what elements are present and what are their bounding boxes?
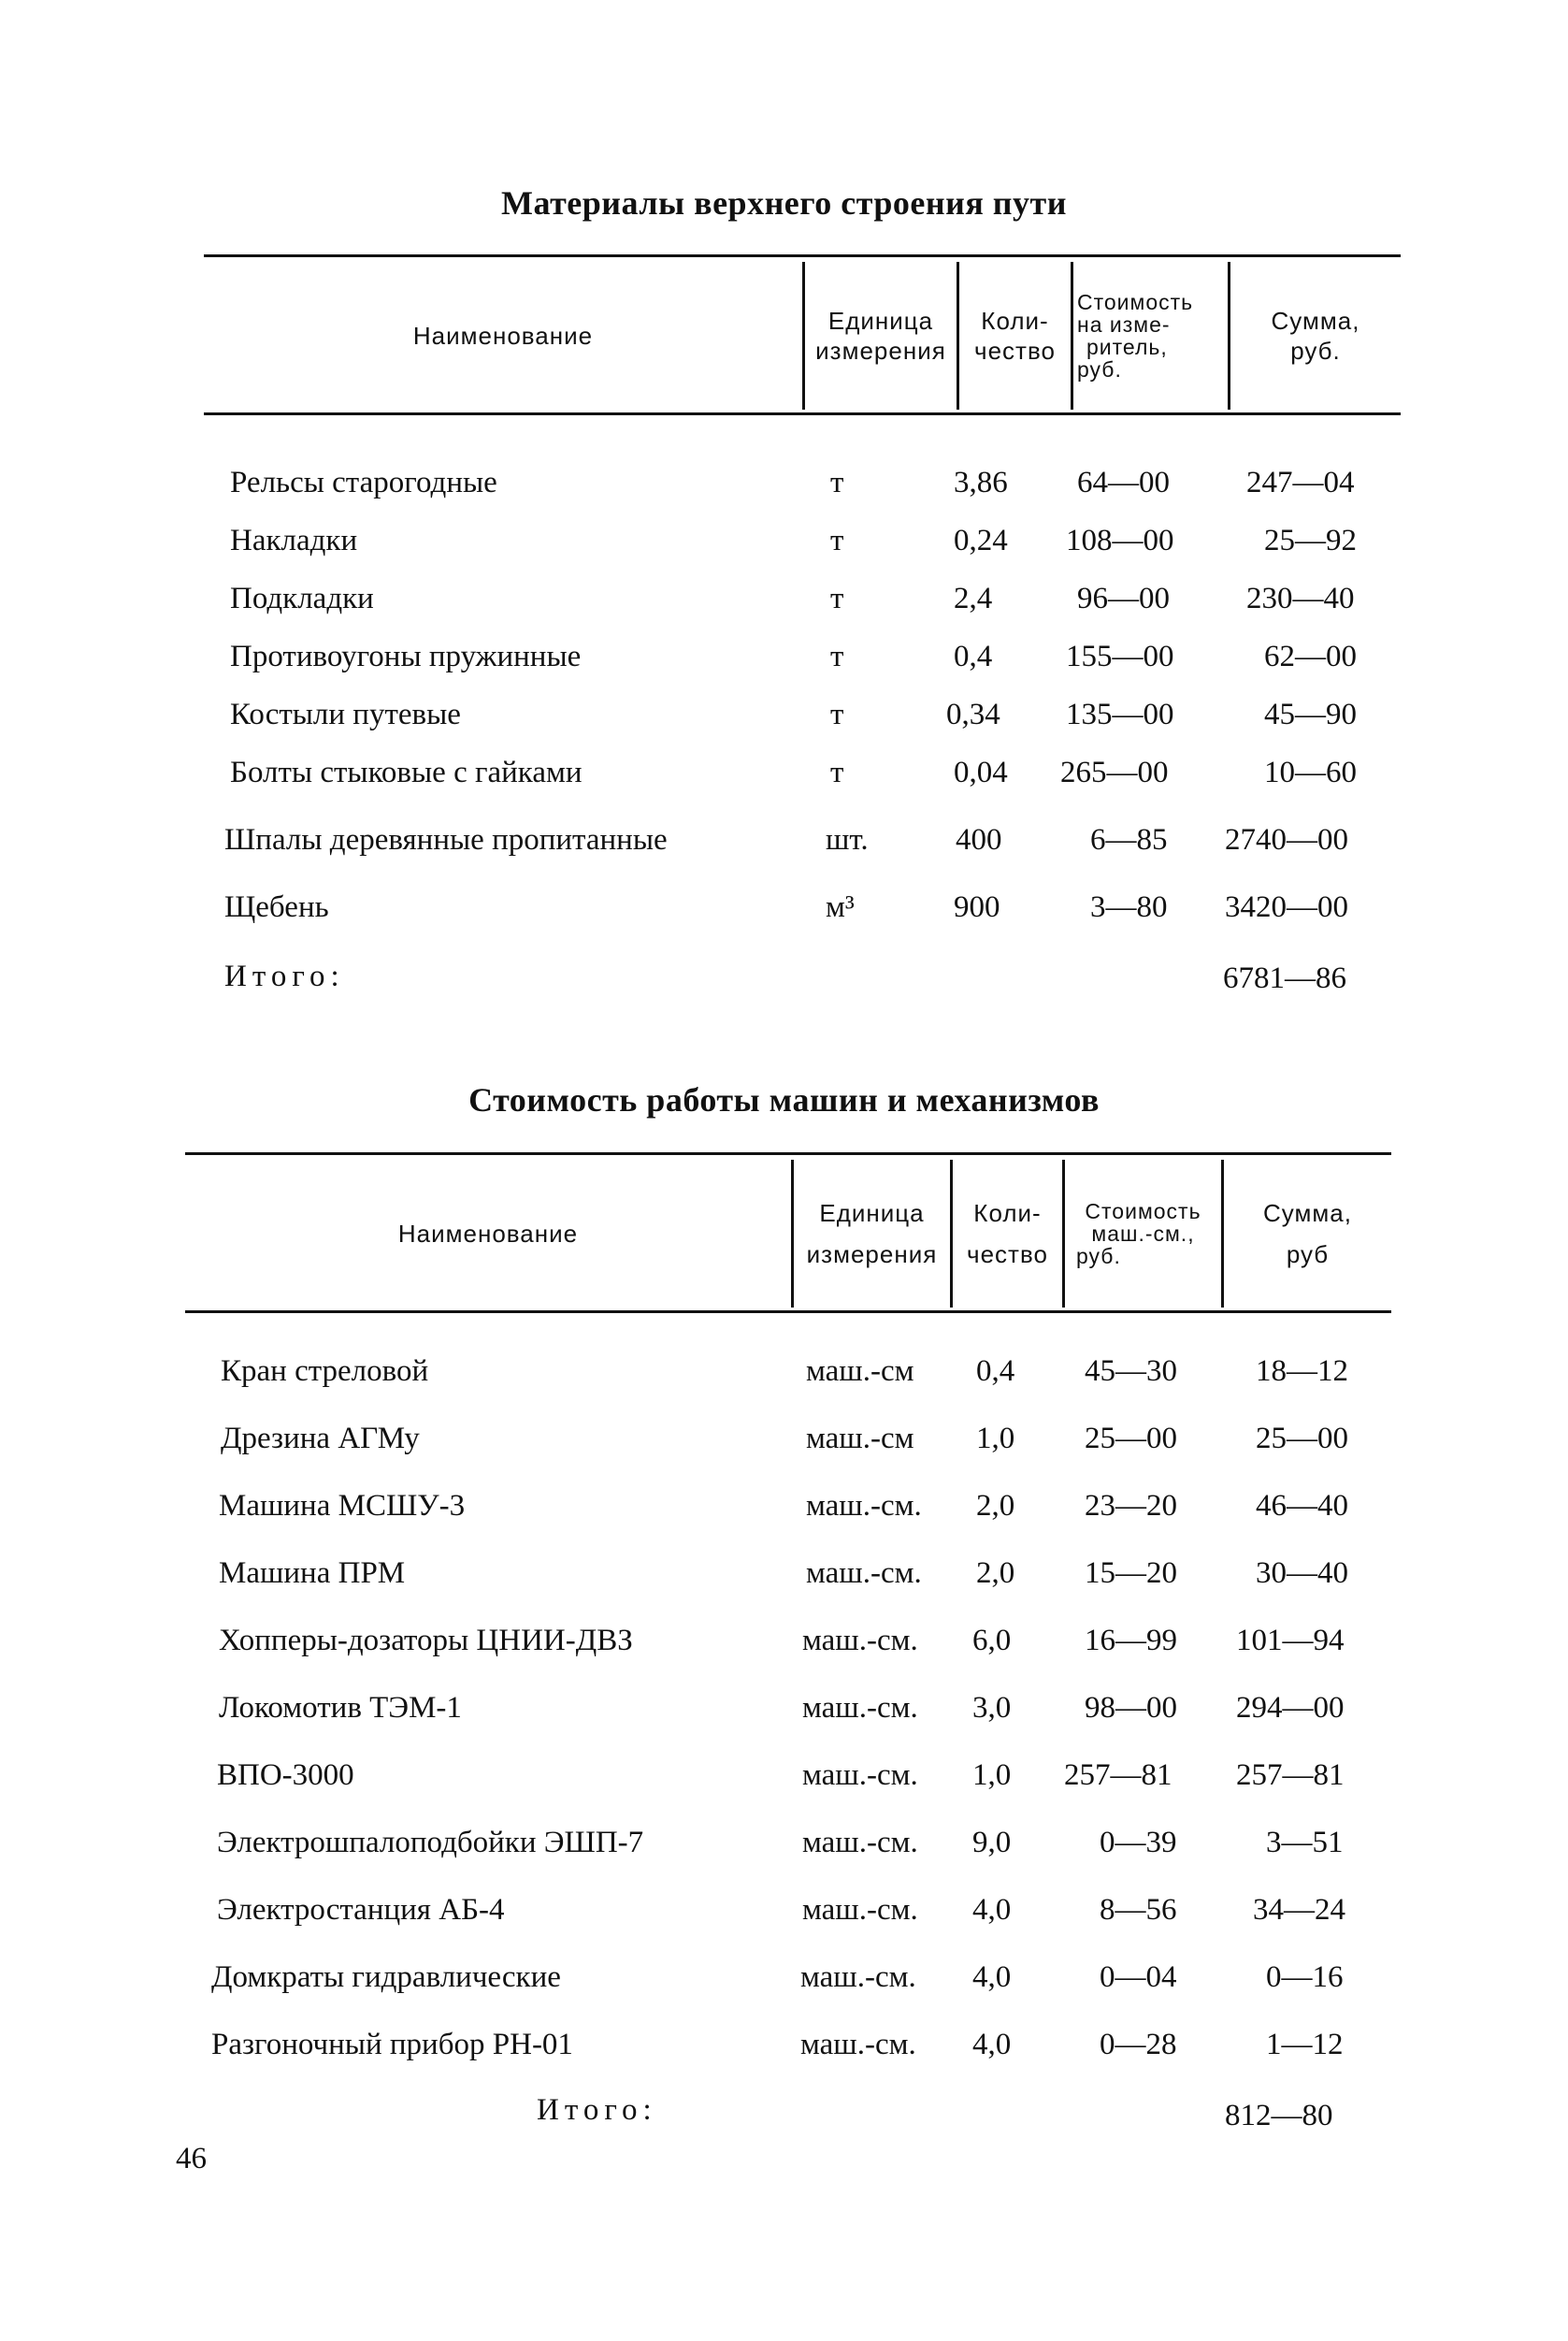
cell-name: Костыли путевые (230, 698, 461, 731)
table1-header-name-text: Наименование (412, 321, 594, 350)
cell-sum: 25—92 (1264, 524, 1357, 557)
cell-unit: маш.-см. (800, 1960, 916, 1994)
cell-cost: 8—56 (1100, 1893, 1177, 1927)
cell-qty: 9,0 (972, 1826, 1012, 1859)
table1-header (204, 254, 1401, 415)
table-row (0, 1354, 1568, 1401)
cell-unit: м³ (826, 890, 855, 924)
table2-header (185, 1152, 1391, 1313)
cell-qty: 0,4 (976, 1354, 1015, 1388)
table2-header-unit-l1: Единица (819, 1198, 925, 1227)
cell-unit: т (830, 640, 844, 673)
cell-qty: 3,0 (972, 1691, 1012, 1725)
cell-cost: 64—00 (1077, 466, 1170, 499)
cell-cost: 98—00 (1085, 1691, 1177, 1725)
table2-header-unit (794, 1162, 950, 1306)
cell-sum: 2740—00 (1225, 823, 1348, 857)
table-row (0, 1758, 1568, 1805)
cell-sum: 46—40 (1256, 1489, 1348, 1523)
cell-sum: 257—81 (1236, 1758, 1345, 1792)
table2-header-qty-l1: Коли- (973, 1198, 1042, 1227)
table1-header-cost (1077, 264, 1228, 408)
cell-cost: 3—80 (1090, 890, 1168, 924)
table2-header-cost-l3: руб. (1076, 1244, 1121, 1269)
table1-header-unit (805, 264, 957, 408)
table1-header-qty (959, 264, 1071, 408)
cell-cost: 25—00 (1085, 1422, 1177, 1455)
cell-qty: 1,0 (976, 1422, 1015, 1455)
cell-name: Подкладки (230, 582, 374, 615)
table2-header-sum-l1: Сумма, (1263, 1198, 1352, 1227)
cell-sum: 34—24 (1253, 1893, 1345, 1927)
table1-header-sum-l2: руб. (1290, 337, 1341, 365)
cell-sum: 247—04 (1246, 466, 1355, 499)
cell-sum: 62—00 (1264, 640, 1357, 673)
cell-qty: 2,0 (976, 1556, 1015, 1590)
cell-cost: 96—00 (1077, 582, 1170, 615)
table1-header-cost-l4: руб. (1077, 357, 1122, 383)
cell-name: Накладки (230, 524, 358, 557)
table2-header-name-text: Наименование (397, 1219, 579, 1248)
cell-qty: 2,4 (954, 582, 993, 615)
table-row (0, 582, 1568, 629)
cell-name: Локомотив ТЭМ-1 (219, 1691, 462, 1725)
table2-total-label: Итого: (537, 2093, 657, 2127)
table-row (0, 466, 1568, 513)
table-row (0, 823, 1568, 870)
cell-name: ВПО-3000 (217, 1758, 354, 1792)
cell-unit: маш.-см. (806, 1556, 922, 1590)
cell-name: Машина ПРМ (219, 1556, 406, 1590)
cell-name: Домкраты гидравлические (211, 1960, 561, 1994)
cell-sum: 3420—00 (1225, 890, 1348, 924)
table-row (0, 698, 1568, 744)
table1-header-sum (1230, 264, 1401, 408)
table1-header-cost-l1: Стоимость (1077, 289, 1194, 314)
cell-qty: 4,0 (972, 1893, 1012, 1927)
cell-unit: т (830, 466, 844, 499)
cell-qty: 0,4 (954, 640, 993, 673)
cell-name: Машина МСШУ-3 (219, 1489, 466, 1523)
table-row (0, 1893, 1568, 1940)
cell-sum: 294—00 (1236, 1691, 1345, 1725)
cell-unit: шт. (826, 823, 869, 857)
cell-name: Противоугоны пружинные (230, 640, 582, 673)
cell-sum: 3—51 (1266, 1826, 1344, 1859)
table-row (0, 1826, 1568, 1872)
table2-header-sum (1224, 1162, 1391, 1306)
cell-unit: маш.-см. (806, 1489, 922, 1523)
cell-name: Кран стреловой (221, 1354, 429, 1388)
cell-unit: маш.-см. (802, 1691, 918, 1725)
cell-name: Болты стыковые с гайками (230, 756, 583, 789)
cell-name: Рельсы старогодные (230, 466, 497, 499)
table1-divider-3 (1071, 262, 1073, 410)
table1-header-top-rule (204, 254, 1401, 257)
cell-qty: 900 (954, 890, 1000, 924)
table1-header-name (204, 264, 802, 408)
table1-header-qty-l1: Коли- (981, 306, 1049, 335)
cell-qty: 2,0 (976, 1489, 1015, 1523)
cell-cost: 0—04 (1100, 1960, 1177, 1994)
table-row (0, 1960, 1568, 2007)
table-row (0, 640, 1568, 686)
table-row (0, 524, 1568, 571)
table2-header-sum-l2: руб (1286, 1240, 1330, 1268)
cell-unit: т (830, 582, 844, 615)
table2-header-qty (953, 1162, 1062, 1306)
cell-cost: 135—00 (1066, 698, 1174, 731)
table2-header-cost-l1: Стоимость (1085, 1198, 1201, 1223)
table2-total-value: 812—80 (1225, 2099, 1333, 2132)
cell-name: Электрошпалоподбойки ЭШП-7 (217, 1826, 644, 1859)
table-row (0, 1422, 1568, 1468)
cell-unit: маш.-см. (800, 2028, 916, 2061)
cell-unit: маш.-см (806, 1422, 914, 1455)
cell-name: Разгоночный прибор РН-01 (211, 2028, 573, 2061)
table2-header-unit-l2: измерения (806, 1240, 938, 1268)
table1-header-unit-l1: Единица (827, 306, 934, 335)
table1-total-value: 6781—86 (1223, 961, 1346, 995)
cell-cost: 16—99 (1085, 1624, 1177, 1657)
cell-cost: 108—00 (1066, 524, 1174, 557)
cell-unit: маш.-см. (802, 1758, 918, 1792)
cell-sum: 230—40 (1246, 582, 1355, 615)
table-row (0, 1691, 1568, 1738)
cell-qty: 1,0 (972, 1758, 1012, 1792)
cell-qty: 3,86 (954, 466, 1008, 499)
table1-header-cost-l2: на изме- (1077, 311, 1171, 337)
table-row (0, 2028, 1568, 2074)
cell-sum: 18—12 (1256, 1354, 1348, 1388)
table1-header-bottom-rule (204, 412, 1401, 415)
table2-header-cost (1065, 1162, 1221, 1306)
table2-header-cost-l2: маш.-см., (1091, 1221, 1195, 1246)
cell-unit: маш.-см. (802, 1893, 918, 1927)
cell-qty: 6,0 (972, 1624, 1012, 1657)
cell-sum: 45—90 (1264, 698, 1357, 731)
cell-sum: 30—40 (1256, 1556, 1348, 1590)
cell-unit: маш.-см (806, 1354, 914, 1388)
cell-name: Электростанция АБ-4 (217, 1893, 505, 1927)
table1-header-sum-l1: Сумма, (1271, 306, 1360, 335)
cell-cost: 155—00 (1066, 640, 1174, 673)
cell-sum: 25—00 (1256, 1422, 1348, 1455)
cell-sum: 0—16 (1266, 1960, 1344, 1994)
cell-cost: 6—85 (1090, 823, 1168, 857)
cell-cost: 15—20 (1085, 1556, 1177, 1590)
cell-unit: т (830, 698, 844, 731)
page-number: 46 (176, 2142, 207, 2175)
cell-cost: 257—81 (1064, 1758, 1172, 1792)
table1-header-unit-l2: измерения (815, 337, 946, 365)
cell-qty: 0,24 (954, 524, 1008, 557)
cell-name: Дрезина АГМу (221, 1422, 420, 1455)
table1-header-cost-l3: ритель, (1086, 335, 1168, 359)
cell-cost: 23—20 (1085, 1489, 1177, 1523)
table-row (0, 756, 1568, 802)
cell-cost: 0—39 (1100, 1826, 1177, 1859)
cell-unit: т (830, 756, 844, 789)
cell-sum: 101—94 (1236, 1624, 1345, 1657)
cell-name: Шпалы деревянные пропитанные (224, 823, 668, 857)
cell-cost: 0—28 (1100, 2028, 1177, 2061)
cell-unit: маш.-см. (802, 1624, 918, 1657)
cell-name: Щебень (224, 890, 329, 924)
table2-header-qty-l2: чество (967, 1240, 1048, 1268)
cell-sum: 1—12 (1266, 2028, 1344, 2061)
cell-cost: 45—30 (1085, 1354, 1177, 1388)
cell-unit: маш.-см. (802, 1826, 918, 1859)
cell-qty: 0,34 (946, 698, 1000, 731)
table2-header-bottom-rule (185, 1310, 1391, 1313)
table1-total-label: Итого: (224, 960, 345, 993)
cell-qty: 4,0 (972, 1960, 1012, 1994)
cell-cost: 265—00 (1060, 756, 1169, 789)
table-row (0, 1624, 1568, 1670)
cell-qty: 0,04 (954, 756, 1008, 789)
table-row (0, 1556, 1568, 1603)
table1-header-qty-l2: чество (974, 337, 1056, 365)
cell-name: Хопперы-дозаторы ЦНИИ-ДВЗ (219, 1624, 633, 1657)
cell-qty: 400 (956, 823, 1002, 857)
table2-header-name (185, 1162, 791, 1306)
cell-unit: т (830, 524, 844, 557)
table-row (0, 890, 1568, 937)
cell-qty: 4,0 (972, 2028, 1012, 2061)
table2-title: Стоимость работы машин и механизмов (468, 1081, 1100, 1119)
cell-sum: 10—60 (1264, 756, 1357, 789)
table1-title: Материалы верхнего строения пути (501, 184, 1067, 222)
table2-header-top-rule (185, 1152, 1391, 1155)
table-row (0, 1489, 1568, 1536)
